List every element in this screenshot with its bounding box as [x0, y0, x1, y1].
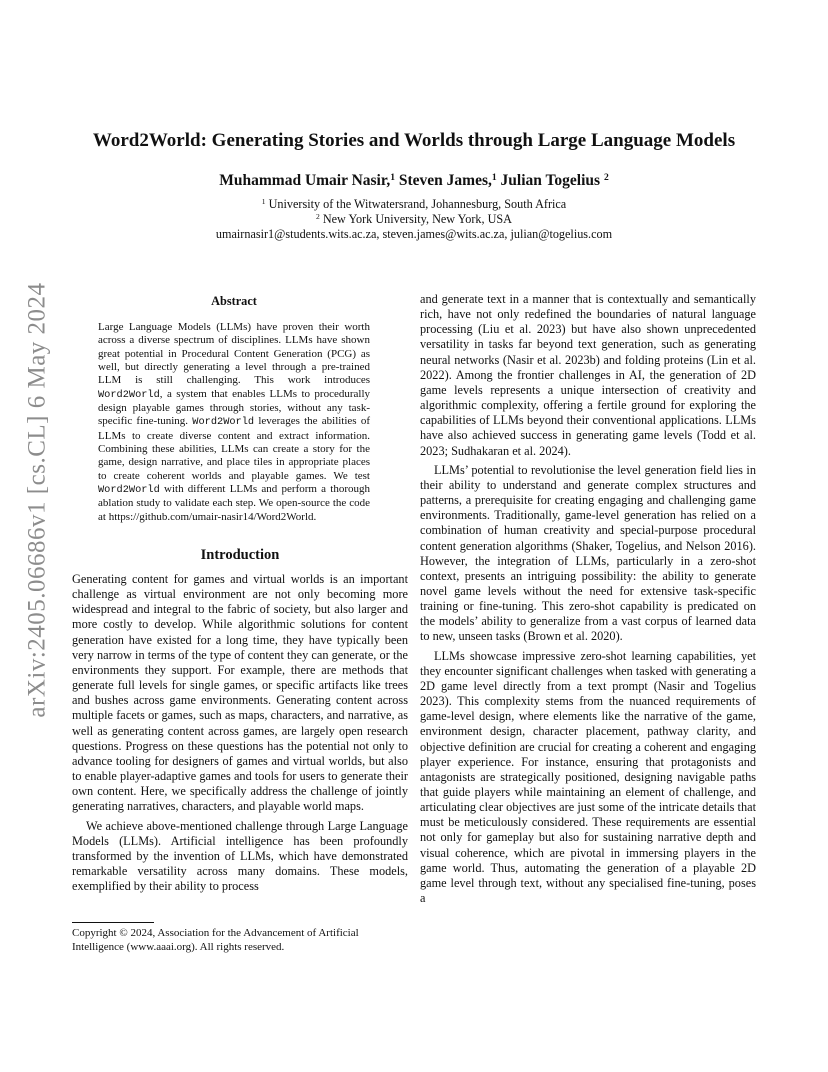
affiliation-text: University of the Witwatersrand, Johannesburg, South Africa	[268, 197, 567, 211]
paragraph: We achieve above-mentioned challenge through Large Language Models (LLMs). Artificial intelligence has been profoundly transformed by the invention of LLMs, which have demonstrated remarkable versatility across many domains. These models, exemplified by their ability to process	[72, 818, 408, 894]
abstract-text: , a system that enables LLMs to procedurally design playable games through stories, without any task-specific fine-tuning.	[98, 387, 370, 428]
author-name: Julian Togelius	[500, 172, 601, 189]
left-column-body	[72, 572, 408, 898]
system-name-code: Word2World	[98, 484, 160, 497]
right-column-body	[420, 292, 756, 910]
affiliation-line	[60, 212, 768, 227]
author-name: Muhammad Umair Nasir,	[219, 172, 391, 189]
paragraph: Generating content for games and virtual worlds is an important challenge as virtual environment are not only becoming more widespread and integral to the fabric of society, but also larger and more costly to develop. While algorithmic solutions for content generation have existed for a long time, they have typically been very narrow in terms of the type of content they can generate, or the environments they support. For example, there are methods that generate full levels for single games, or specific artifacts like trees and bushes across game environments. Generating content across multiple facets or games, such as maps, characters, and narrative, as well as generating content across games, are largely open research questions. Progress on these questions has the potential not only to advance tooling for designers of games and virtual worlds, but also to enable player-adaptive games and tools for users to generate their own content. Here, we specifically address the challenge of jointly generating narratives, characters, and playable world maps.	[72, 572, 408, 814]
abstract-body	[98, 321, 370, 524]
system-name-code: Word2World	[192, 416, 255, 429]
affiliation-text: New York University, New York, USA	[322, 212, 512, 226]
affiliation-mark: 1	[261, 197, 266, 207]
affiliations	[60, 197, 768, 242]
abstract-heading: Abstract	[211, 294, 257, 308]
abstract-text: leverages the abilities of LLMs to create diverse content and extract information. Combining these abilities, LLMs can create a story for the game, design narrative, and place tiles in appropriate places to create coherent worlds and playable games. We test	[98, 415, 370, 482]
arxiv-identifier	[14, 282, 62, 718]
section-heading-introduction: Introduction	[200, 547, 280, 563]
affiliation-line	[60, 197, 768, 212]
author-list	[60, 172, 768, 190]
paragraph: and generate text in a manner that is contextually and semantically rich, have not only redefined the boundaries of natural language processing (Liu et al. 2023) but have also shown unprecedented versatility in tasks far beyond text generation, such as generating neural networks (Nasir et al. 2023b) and folding proteins (Lin et al. 2022). Among the frontier challenges in AI, the generation of 2D game levels represents a unique intersection of creativity and algorithmic complexity, offering a fertile ground for exploring the capabilities of LLMs beyond their conventional applications. LLMs have also achieved success in generating game levels (Todd et al. 2023; Sudhakaran et al. 2024).	[420, 292, 756, 458]
abstract-text: with different LLMs and perform a thorough ablation study to validate each step. We open-source the code at https://github.com/umair-nasir14/Word2World.	[98, 483, 370, 523]
paper-title: Word2World: Generating Stories and Worlds through Large Language Models	[92, 130, 736, 151]
arxiv-id-text: arXiv:2405.06686v1 [cs.CL] 6 May 2024	[24, 282, 51, 718]
footnote-rule	[72, 922, 154, 923]
copyright-notice: Copyright © 2024, Association for the Advancement of Artificial Intelligence (www.aaai.org). All rights reserved.	[72, 927, 359, 953]
system-name-code: Word2World	[98, 388, 160, 401]
author-emails: umairnasir1@students.wits.ac.za, steven.james@wits.ac.za, julian@togelius.com	[215, 227, 613, 241]
author-affiliation-mark: 1	[390, 172, 395, 184]
paragraph: LLMs showcase impressive zero-shot learning capabilities, yet they encounter significant challenges when tasked with generating a 2D game level directly from a text prompt (Nasir and Togelius 2023). This complexity stems from the nuanced requirements of game-level design, where elements like the narrative of the game, environment design, character placement, pathway clarity, and objective definition are crucial for creating a coherent and engaging player experience. For instance, ensuring that protagonists and antagonists are strategically positioned, designing navigable paths that guide players while maintaining an element of challenge, and articulating clear objectives are just some of the intricate details that must be meticulously considered. These requirements are essential not only for gameplay but also for sustaining narrative depth and visual coherence, which are pivotal in immersing players in the game world. Thus, automating the generation of a playable 2D game level through text, without any specialised fine-tuning, poses a	[420, 648, 756, 906]
abstract-text: Large Language Models (LLMs) have proven their worth across a diverse spectrum of disciplines. LLMs have shown great potential in Procedural Content Generation (PCG) as well, but directly generating a level through a pre-trained LLM is still challenging. This work introduces	[98, 321, 370, 387]
author-affiliation-mark: 1	[491, 172, 497, 184]
author-name: Steven James,	[398, 172, 492, 189]
paragraph: LLMs’ potential to revolutionise the level generation field lies in their ability to understand and generate complex structures and patterns, a prerequisite for creating engaging and challenging game environments. Traditionally, game-level generation has relied on a combination of human creativity and special-purpose procedural content generation algorithms (Shaker, Togelius, and Nelson 2016). However, the integration of LLMs, particularly in a zero-shot context, presents an intriguing possibility: the ability to generate novel game levels without the need for extensive task-specific training or fine-tuning. This zero-shot capability is predicated on the models’ ability to generalize from a vast corpus of learned data to new, unseen tasks (Brown et al. 2020).	[420, 462, 756, 644]
author-affiliation-mark: 2	[603, 172, 609, 184]
affiliation-mark: 2	[316, 212, 320, 222]
